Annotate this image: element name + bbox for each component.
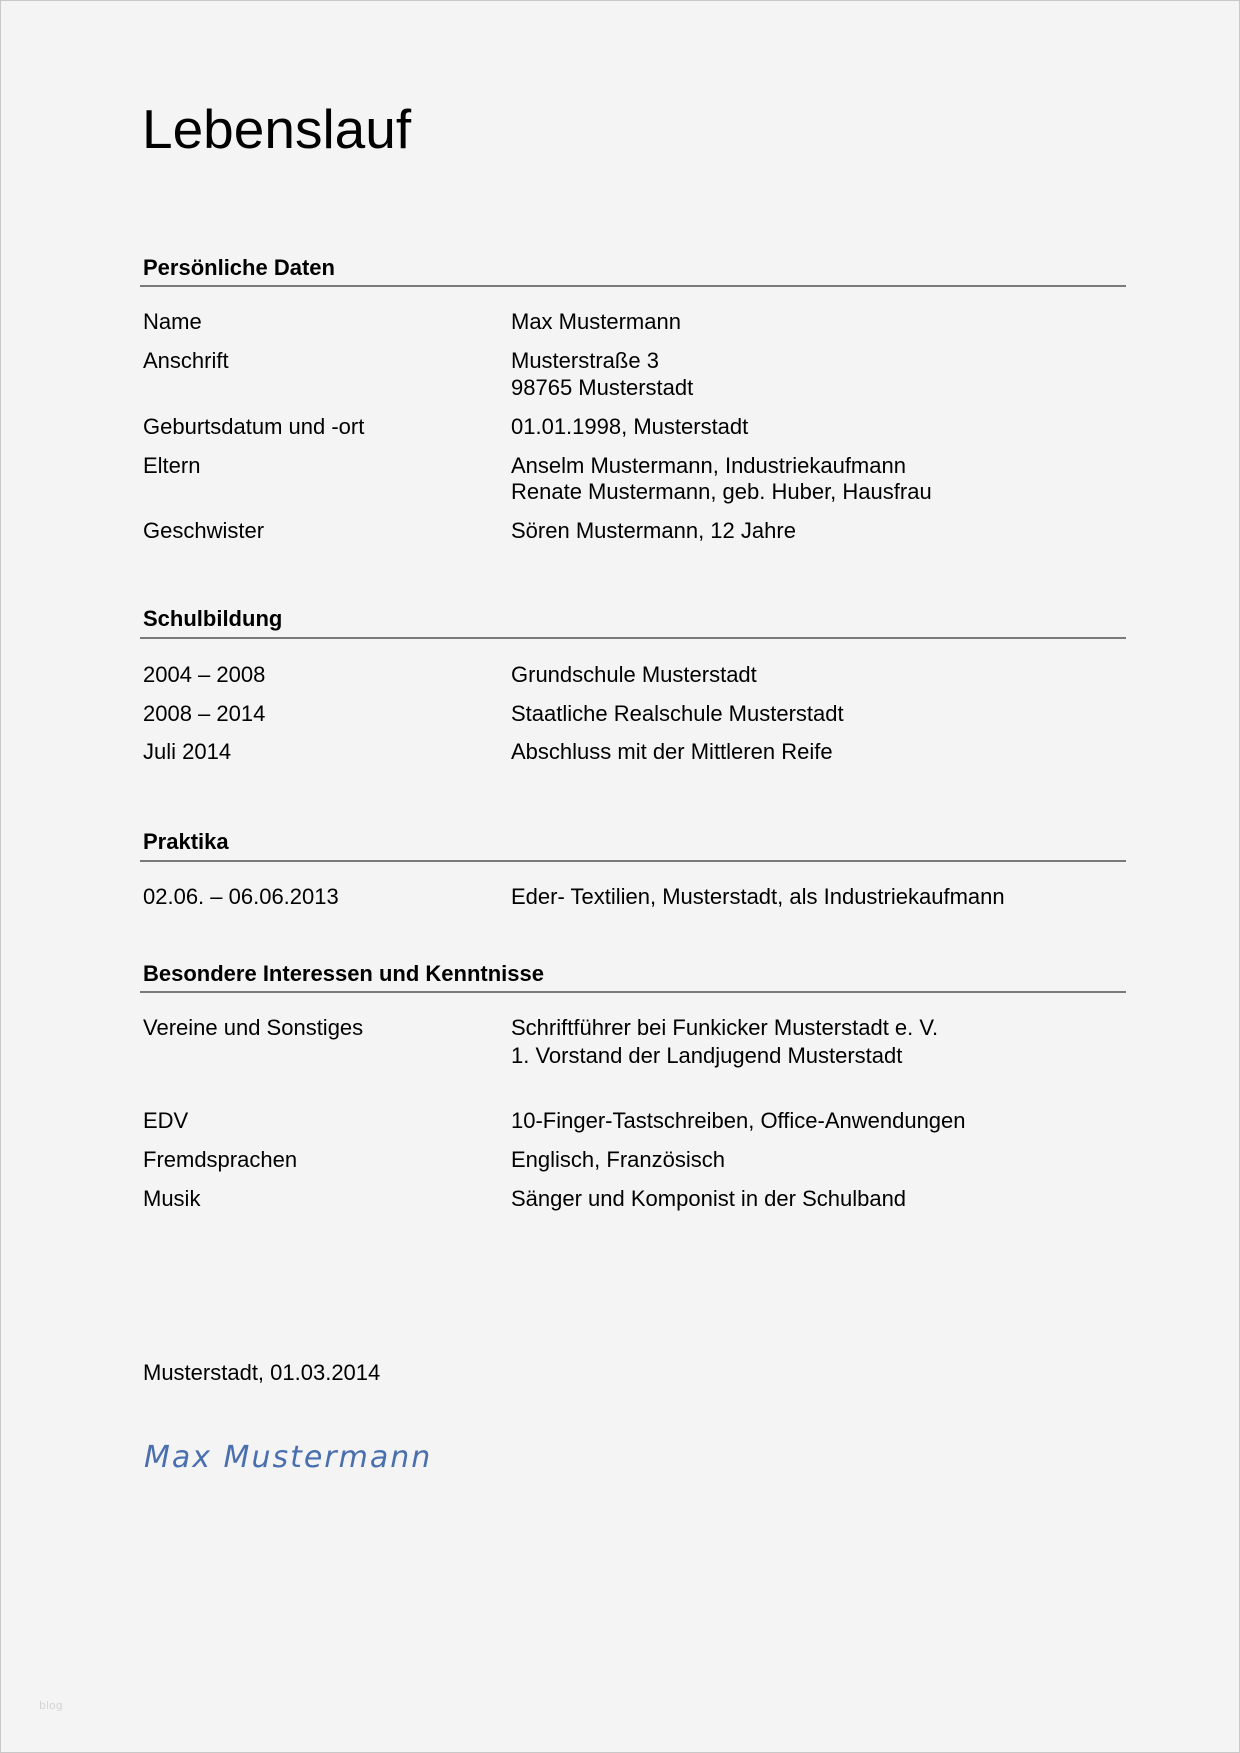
value-languages: Englisch, Französisch <box>511 1147 725 1172</box>
label-siblings: Geschwister <box>143 518 265 543</box>
value-parents-line1: Anselm Mustermann, Industriekaufmann <box>511 453 906 478</box>
value-music: Sänger und Komponist in der Schulband <box>511 1186 907 1211</box>
section-divider <box>140 860 1126 862</box>
label-school-period: 2008 – 2014 <box>143 701 266 726</box>
label-clubs: Vereine und Sonstiges <box>143 1015 364 1040</box>
value-clubs-line2: 1. Vorstand der Landjugend Musterstadt <box>511 1043 903 1068</box>
section-heading-interests: Besondere Interessen und Kenntnisse <box>143 961 544 986</box>
label-music: Musik <box>143 1186 201 1211</box>
value-address-line2: 98765 Musterstadt <box>511 375 694 400</box>
value-school: Abschluss mit der Mittleren Reife <box>511 739 833 764</box>
section-divider <box>140 285 1126 287</box>
watermark: blog <box>39 1699 63 1712</box>
label-parents: Eltern <box>143 453 201 478</box>
label-school-period: Juli 2014 <box>143 739 232 764</box>
value-internship: Eder- Textilien, Musterstadt, als Industriekaufmann <box>511 884 1005 909</box>
value-school: Grundschule Musterstadt <box>511 662 757 687</box>
label-languages: Fremdsprachen <box>143 1147 298 1172</box>
value-clubs-line1: Schriftführer bei Funkicker Musterstadt e. V. <box>511 1015 939 1040</box>
label-it: EDV <box>143 1108 189 1133</box>
section-divider <box>140 991 1126 993</box>
document-title: Lebenslauf <box>142 98 412 160</box>
label-internship-period: 02.06. – 06.06.2013 <box>143 884 339 909</box>
label-birth: Geburtsdatum und -ort <box>143 414 365 439</box>
place-and-date: Musterstadt, 01.03.2014 <box>143 1360 381 1385</box>
label-name: Name <box>143 309 202 334</box>
section-heading-personal: Persönliche Daten <box>143 255 335 280</box>
value-siblings: Sören Mustermann, 12 Jahre <box>511 518 796 543</box>
value-birth: 01.01.1998, Musterstadt <box>511 414 749 439</box>
signature: Max Mustermann <box>144 1440 433 1475</box>
value-name: Max Mustermann <box>511 309 681 334</box>
section-heading-school: Schulbildung <box>143 606 283 631</box>
label-address: Anschrift <box>143 348 229 373</box>
value-school: Staatliche Realschule Musterstadt <box>511 701 844 726</box>
section-heading-internships: Praktika <box>143 829 229 854</box>
value-address-line1: Musterstraße 3 <box>511 348 659 373</box>
label-school-period: 2004 – 2008 <box>143 662 266 687</box>
value-it: 10-Finger-Tastschreiben, Office-Anwendungen <box>511 1108 966 1133</box>
value-parents-line2: Renate Mustermann, geb. Huber, Hausfrau <box>511 479 932 504</box>
section-divider <box>140 637 1126 639</box>
